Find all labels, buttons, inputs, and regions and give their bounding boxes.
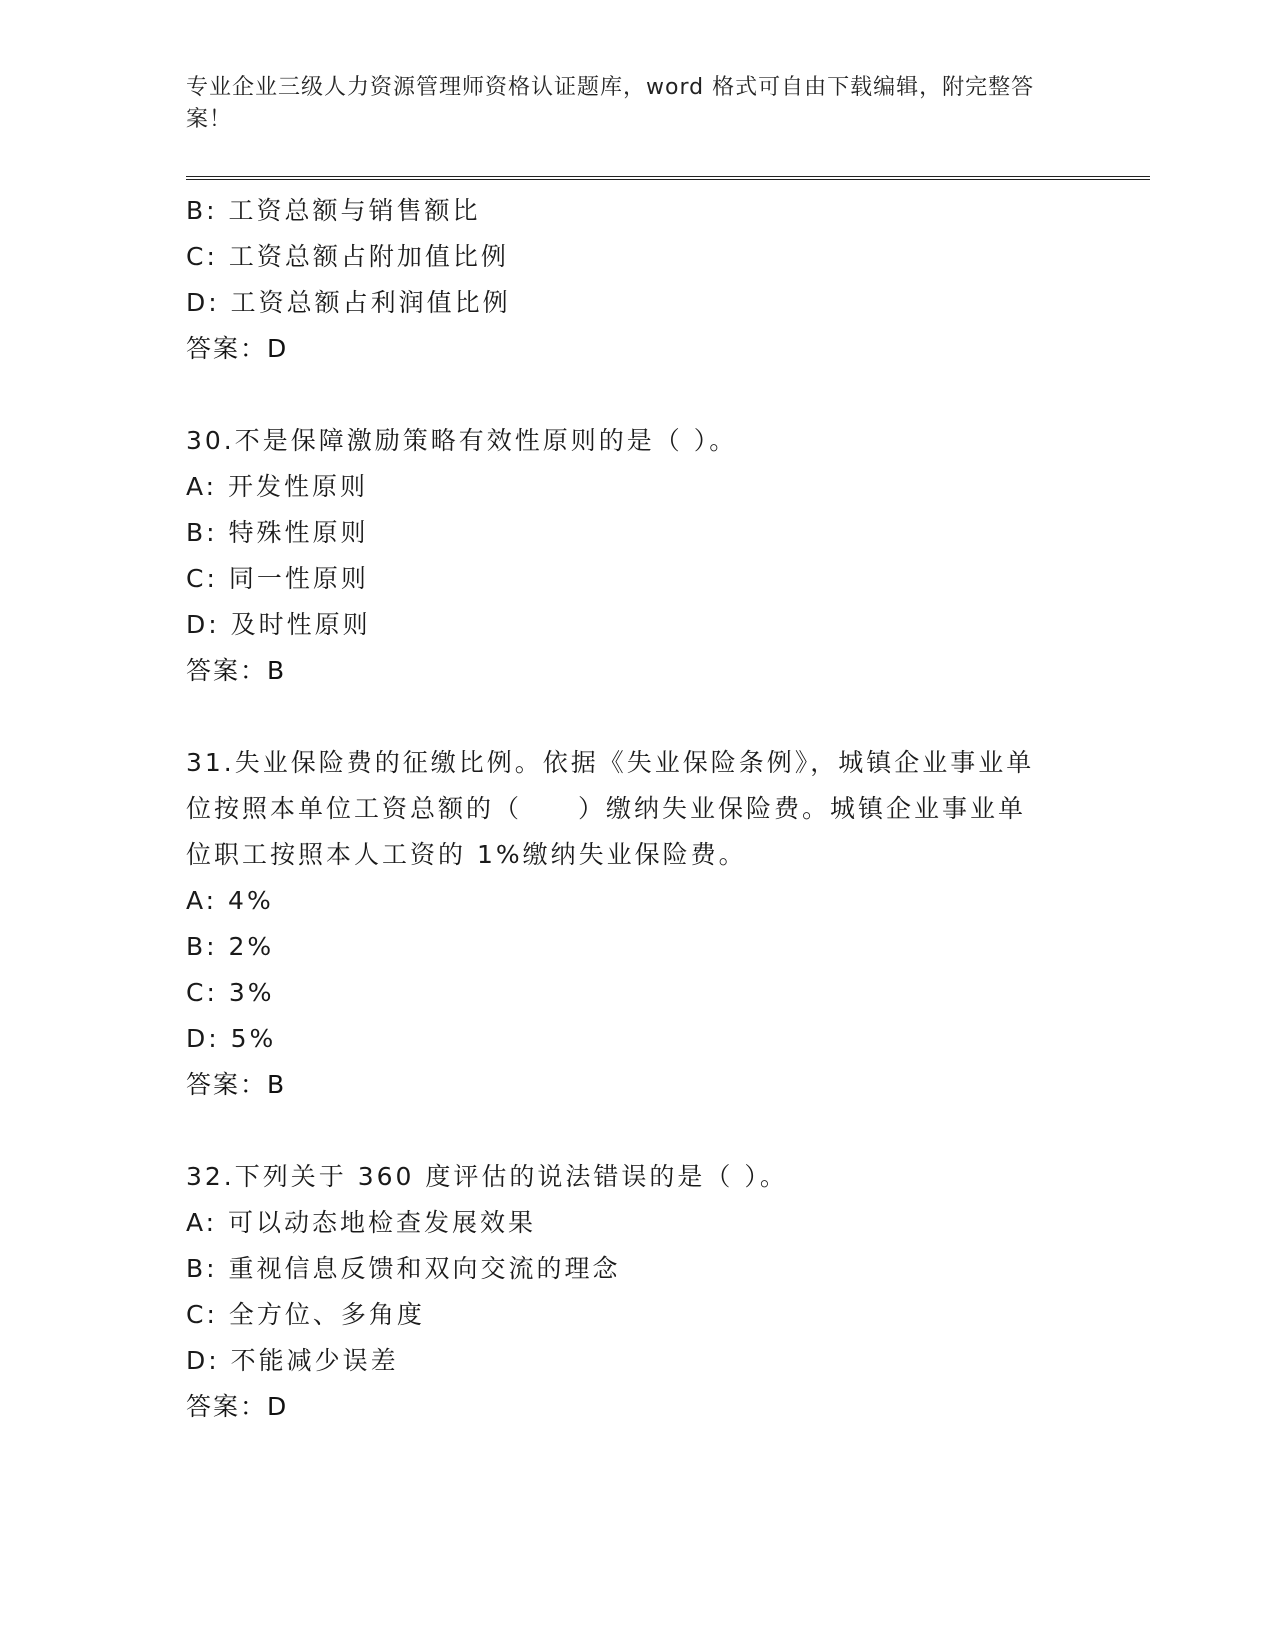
question-stem: 32.下列关于 360 度评估的说法错误的是（ ）。	[186, 1162, 788, 1191]
answer-line: 答案：B	[186, 1070, 287, 1099]
header-divider	[186, 176, 1150, 180]
answer-line: 答案：B	[186, 656, 287, 685]
question-29-continued	[186, 188, 1086, 372]
document-body	[186, 188, 1086, 1430]
question-31	[186, 740, 1086, 1108]
option-d: D: 及时性原则	[186, 610, 371, 639]
answer-line: 答案：D	[186, 1392, 289, 1421]
question-32	[186, 1154, 1086, 1430]
question-stem: 30.不是保障激励策略有效性原则的是（ ）。	[186, 426, 738, 455]
option-c: C: 全方位、多角度	[186, 1300, 425, 1329]
question-stem-line-3: 位职工按照本人工资的 1%缴纳失业保险费。	[186, 840, 747, 869]
option-c: C: 3%	[186, 978, 275, 1007]
option-a: A: 4%	[186, 886, 274, 915]
option-d: D: 5%	[186, 1024, 277, 1053]
question-stem-line-1: 31.失业保险费的征缴比例。依据《失业保险条例》，城镇企业事业单	[186, 748, 1035, 777]
question-30	[186, 418, 1086, 694]
option-b: B: 特殊性原则	[186, 518, 369, 547]
option-a: A: 可以动态地检查发展效果	[186, 1208, 537, 1237]
option-b: B: 2%	[186, 932, 275, 961]
option-c: C: 工资总额占附加值比例	[186, 242, 509, 271]
option-a: A: 开发性原则	[186, 472, 369, 501]
option-b: B: 工资总额与销售额比	[186, 196, 481, 225]
option-c: C: 同一性原则	[186, 564, 369, 593]
option-b: B: 重视信息反馈和双向交流的理念	[186, 1254, 621, 1283]
option-d: D: 工资总额占利润值比例	[186, 288, 511, 317]
question-stem-line-2: 位按照本单位工资总额的（ ）缴纳失业保险费。城镇企业事业单	[186, 794, 1027, 823]
answer-line: 答案：D	[186, 334, 289, 363]
option-d: D: 不能减少误差	[186, 1346, 399, 1375]
page-header: 专业企业三级人力资源管理师资格认证题库，word 格式可自由下载编辑，附完整答案！	[186, 75, 1035, 132]
